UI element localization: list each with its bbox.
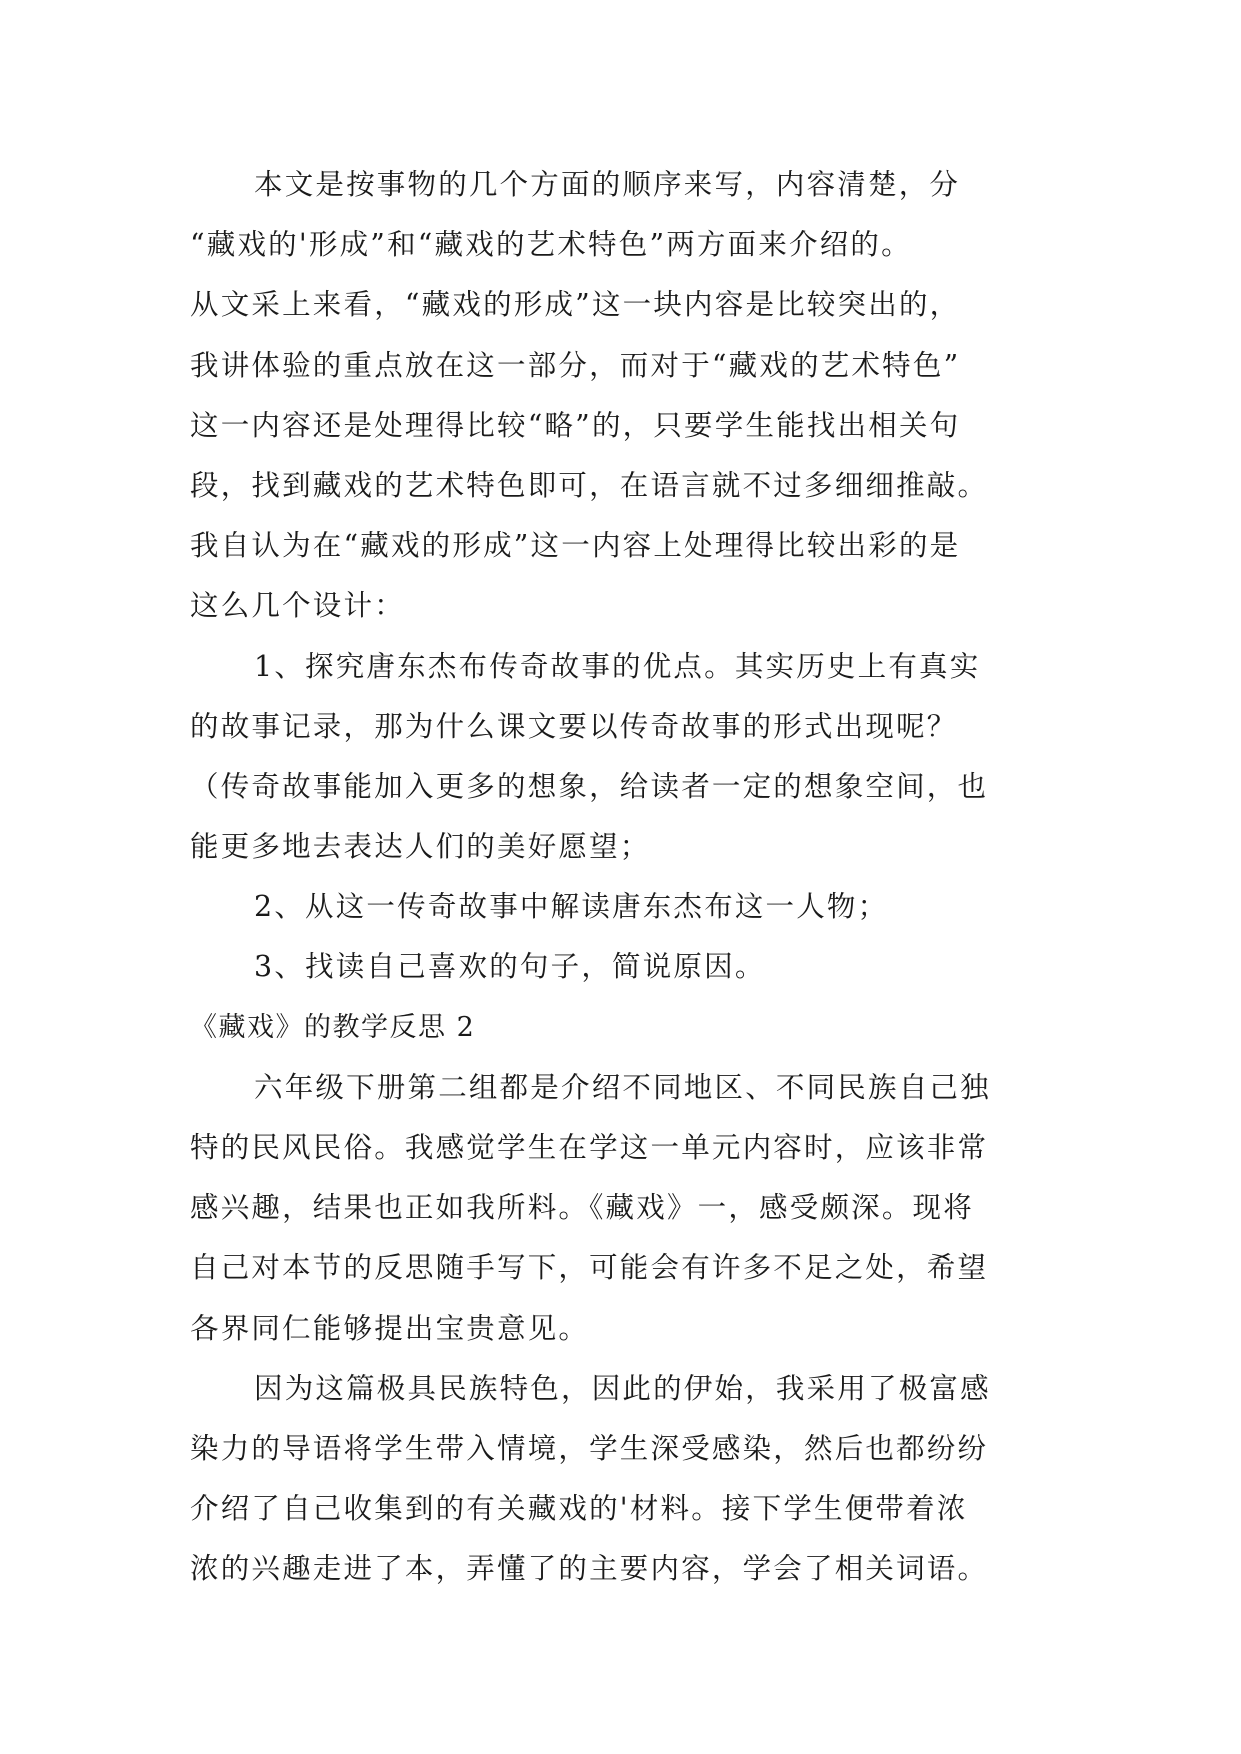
list-item-2: 2、从这一传奇故事中解读唐东杰布这一人物； <box>254 890 889 924</box>
section-heading: 《藏戏》的教学反思 2 <box>190 1011 476 1043</box>
document-body <box>190 155 1070 1600</box>
paragraph-3-line-3: 介绍了自己收集到的有关藏戏的'材料。接下学生便带着浓 <box>190 1492 968 1526</box>
paragraph-2-line-2: 特的民风民俗。我感觉学生在学这一单元内容时，应该非常 <box>190 1131 989 1164</box>
list-item-1-line-4: 能更多地去表达人们的美好愿望； <box>190 830 651 864</box>
paragraph-3-line-1: 因为这篇极具民族特色，因此的伊始，我采用了极富感 <box>254 1371 991 1405</box>
paragraph-3-line-2: 染力的导语将学生带入情境，学生深受感染，然后也都纷纷 <box>190 1431 989 1465</box>
paragraph-1-line-7: 我自认为在“藏戏的形成”这一内容上处理得比较出彩的是 <box>190 529 961 563</box>
list-item-1-line-1: 1、探究唐东杰布传奇故事的优点。其实历史上有真实 <box>254 649 981 683</box>
paragraph-1-line-2: “藏戏的'形成”和“藏戏的艺术特色”两方面来介绍的。 <box>190 228 912 262</box>
list-item-3: 3、找读自己喜欢的句子，简说原因。 <box>254 950 766 984</box>
paragraph-2-line-3: 感兴趣，结果也正如我所料。《藏戏》一，感受颇深。现将 <box>190 1191 974 1225</box>
list-item-1-line-2: 的故事记录，那为什么课文要以传奇故事的形式出现呢？ <box>190 709 958 743</box>
paragraph-3-line-4: 浓的兴趣走进了本，弄懂了的主要内容，学会了相关词语。 <box>190 1552 989 1586</box>
paragraph-1-line-5: 这一内容还是处理得比较“略”的，只要学生能找出相关句 <box>190 408 961 442</box>
paragraph-1-line-1: 本文是按事物的几个方面的顺序来写，内容清楚，分 <box>254 168 961 201</box>
paragraph-1-line-4: 我讲体验的重点放在这一部分，而对于“藏戏的艺术特色” <box>190 348 961 382</box>
paragraph-1-line-3: 从文采上来看，“藏戏的形成”这一块内容是比较突出的， <box>190 288 961 322</box>
paragraph-2-line-4: 自己对本节的反思随手写下，可能会有许多不足之处，希望 <box>190 1251 989 1285</box>
paragraph-2-line-1: 六年级下册第二组都是介绍不同地区、不同民族自己独 <box>254 1070 991 1104</box>
paragraph-1-line-8: 这么几个设计： <box>190 589 405 623</box>
list-item-1-line-3: （传奇故事能加入更多的想象，给读者一定的想象空间，也 <box>190 769 989 803</box>
paragraph-2-line-5: 各界同仁能够提出宝贵意见。 <box>190 1311 590 1345</box>
paragraph-1-line-6: 段，找到藏戏的艺术特色即可，在语言就不过多细细推敲。 <box>190 468 989 502</box>
